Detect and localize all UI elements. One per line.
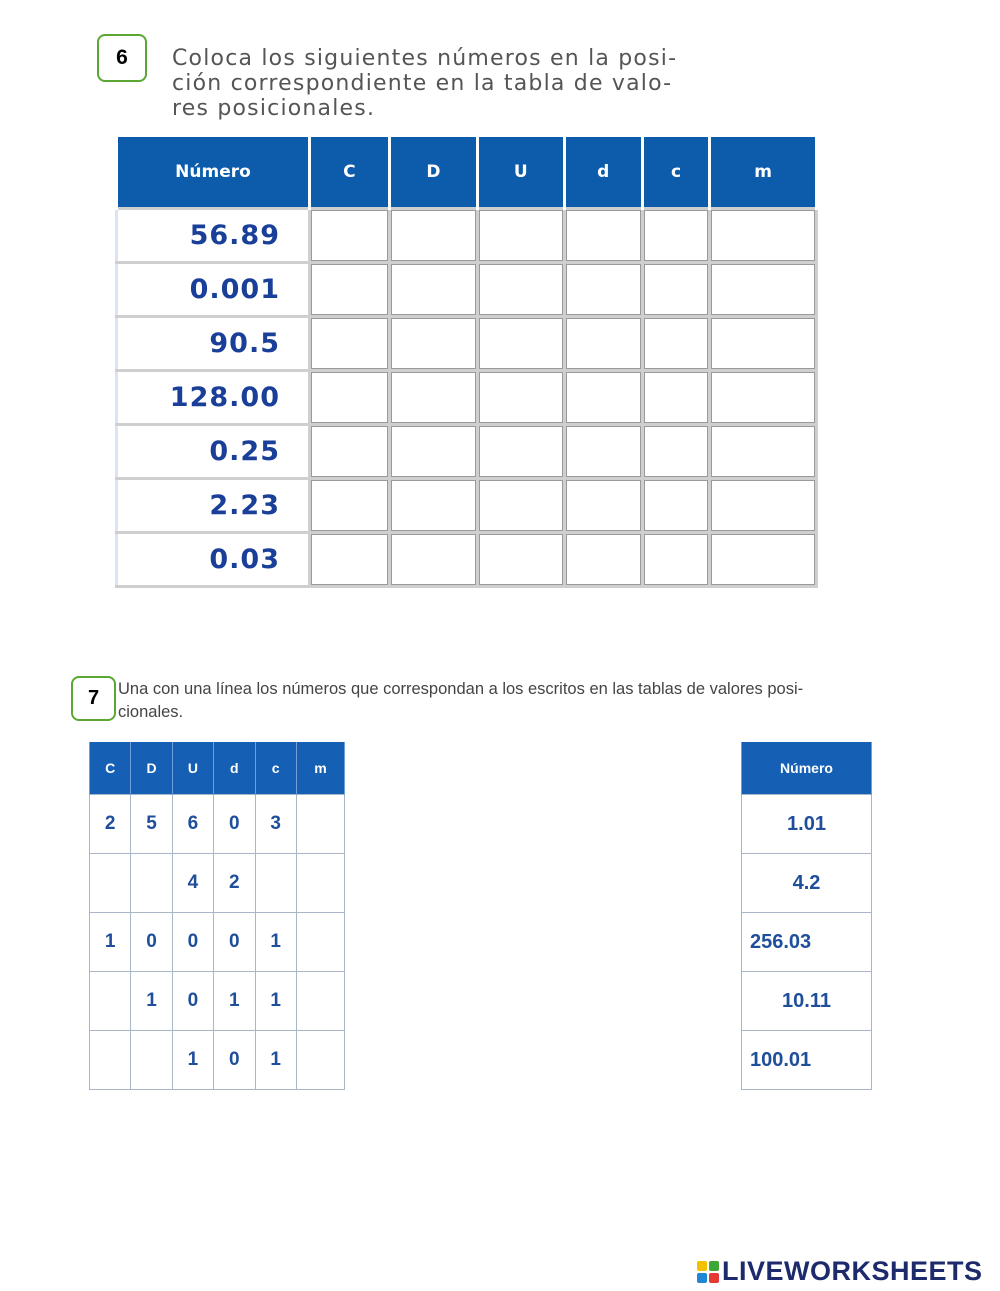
header-D: D — [389, 137, 477, 209]
answer-box[interactable] — [564, 209, 642, 263]
table-row — [90, 913, 345, 972]
digit-cell — [90, 1031, 131, 1090]
number-cell[interactable]: 1.01 — [742, 795, 872, 854]
answer-box[interactable] — [564, 533, 642, 587]
answer-box[interactable] — [710, 263, 817, 317]
answer-box[interactable] — [642, 263, 709, 317]
digit-cell: 0 — [214, 1031, 255, 1090]
answer-box[interactable] — [310, 533, 390, 587]
digit-cell: 2 — [90, 795, 131, 854]
answer-box[interactable] — [710, 209, 817, 263]
answer-box[interactable] — [310, 479, 390, 533]
logo-square-yellow — [697, 1261, 707, 1271]
header-m: m — [296, 742, 344, 795]
table-row — [742, 913, 872, 972]
answer-box[interactable] — [389, 479, 477, 533]
digit-cell: 1 — [172, 1031, 213, 1090]
number-cell: 0.03 — [117, 533, 310, 587]
header-C: C — [310, 137, 390, 209]
digit-cell — [131, 854, 172, 913]
digit-cell: 1 — [255, 972, 296, 1031]
answer-box[interactable] — [564, 263, 642, 317]
digit-cell — [90, 972, 131, 1031]
digit-cell: 3 — [255, 795, 296, 854]
exercise-7-badge — [71, 676, 116, 721]
digit-cell: 0 — [214, 795, 255, 854]
exercise-6-number: 6 — [116, 46, 128, 69]
header-U: U — [478, 137, 565, 209]
table-row — [90, 854, 345, 913]
table-row — [742, 972, 872, 1031]
digit-cell: 4 — [172, 854, 213, 913]
digit-cell — [296, 972, 344, 1031]
number-cell[interactable]: 10.11 — [742, 972, 872, 1031]
digit-cell — [296, 854, 344, 913]
answer-box[interactable] — [642, 371, 709, 425]
answer-box[interactable] — [478, 209, 565, 263]
number-cell[interactable]: 4.2 — [742, 854, 872, 913]
header-U: U — [172, 742, 213, 795]
answer-box[interactable] — [710, 371, 817, 425]
logo-square-blue — [697, 1273, 707, 1283]
answer-box[interactable] — [564, 371, 642, 425]
logo-mark-icon — [697, 1261, 719, 1283]
header-numero: Número — [117, 137, 310, 209]
digit-cell: 1 — [255, 1031, 296, 1090]
answer-box[interactable] — [564, 317, 642, 371]
number-cell: 0.001 — [117, 263, 310, 317]
answer-box[interactable] — [478, 425, 565, 479]
exercise-7-instruction: Una con una línea los números que correspondan a los escritos en las tablas de valores posi- cionales. — [118, 680, 804, 721]
answer-box[interactable] — [310, 371, 390, 425]
header-numero: Número — [742, 742, 872, 795]
digit-cell — [90, 854, 131, 913]
answer-box[interactable] — [642, 209, 709, 263]
header-D: D — [131, 742, 172, 795]
table-row — [117, 533, 817, 587]
table-row — [117, 371, 817, 425]
digit-cell — [296, 913, 344, 972]
answer-box[interactable] — [310, 263, 390, 317]
answer-box[interactable] — [642, 533, 709, 587]
logo-square-red — [709, 1273, 719, 1283]
digit-cell: 2 — [214, 854, 255, 913]
answer-box[interactable] — [642, 425, 709, 479]
answer-box[interactable] — [710, 317, 817, 371]
answer-box[interactable] — [389, 371, 477, 425]
number-cell[interactable]: 256.03 — [742, 913, 872, 972]
answer-box[interactable] — [642, 479, 709, 533]
header-c: c — [255, 742, 296, 795]
answer-box[interactable] — [310, 425, 390, 479]
answer-box[interactable] — [478, 371, 565, 425]
table-row — [117, 425, 817, 479]
answer-box[interactable] — [710, 479, 817, 533]
header-C: C — [90, 742, 131, 795]
digit-cell: 0 — [172, 972, 213, 1031]
number-table-7 — [741, 742, 872, 1090]
liveworksheets-logo — [697, 1256, 983, 1287]
answer-box[interactable] — [389, 263, 477, 317]
digit-cell — [131, 1031, 172, 1090]
number-cell: 0.25 — [117, 425, 310, 479]
answer-box[interactable] — [564, 479, 642, 533]
answer-box[interactable] — [564, 425, 642, 479]
number-cell: 90.5 — [117, 317, 310, 371]
table-row — [117, 263, 817, 317]
answer-box[interactable] — [710, 425, 817, 479]
digit-cell: 6 — [172, 795, 213, 854]
table-row — [90, 795, 345, 854]
answer-box[interactable] — [310, 209, 390, 263]
digit-cell: 5 — [131, 795, 172, 854]
logo-square-green — [709, 1261, 719, 1271]
answer-box[interactable] — [478, 479, 565, 533]
digit-cell: 1 — [214, 972, 255, 1031]
digit-cell — [296, 795, 344, 854]
number-cell: 128.00 — [117, 371, 310, 425]
digit-cell: 1 — [90, 913, 131, 972]
answer-box[interactable] — [389, 209, 477, 263]
answer-box[interactable] — [710, 533, 817, 587]
place-value-table-6 — [115, 137, 818, 588]
header-d: d — [214, 742, 255, 795]
digit-cell: 1 — [255, 913, 296, 972]
table-header-row — [742, 742, 872, 795]
table-header-row — [117, 137, 817, 209]
exercise-6-instruction: Coloca los siguientes números en la posi- ción correspondiente en la tabla de valo- res posicionales. — [172, 46, 678, 121]
table-row — [117, 479, 817, 533]
digit-cell: 0 — [214, 913, 255, 972]
digit-cell — [255, 854, 296, 913]
answer-box[interactable] — [389, 425, 477, 479]
answer-box[interactable] — [389, 533, 477, 587]
table-row — [742, 795, 872, 854]
answer-box[interactable] — [310, 317, 390, 371]
table-row — [90, 972, 345, 1031]
header-d: d — [564, 137, 642, 209]
place-value-table-7 — [89, 742, 345, 1090]
number-cell: 56.89 — [117, 209, 310, 263]
answer-box[interactable] — [642, 317, 709, 371]
answer-box[interactable] — [478, 317, 565, 371]
table-row — [117, 317, 817, 371]
answer-box[interactable] — [389, 317, 477, 371]
table-row — [742, 1031, 872, 1090]
logo-text: LIVEWORKSHEETS — [722, 1256, 983, 1286]
digit-cell: 1 — [131, 972, 172, 1031]
number-cell: 2.23 — [117, 479, 310, 533]
answer-box[interactable] — [478, 263, 565, 317]
table-row — [742, 854, 872, 913]
digit-cell: 0 — [131, 913, 172, 972]
digit-cell — [296, 1031, 344, 1090]
table-row — [117, 209, 817, 263]
exercise-6-badge — [97, 34, 147, 82]
digit-cell: 0 — [172, 913, 213, 972]
table-header-row — [90, 742, 345, 795]
number-cell[interactable]: 100.01 — [742, 1031, 872, 1090]
exercise-7-number: 7 — [87, 687, 100, 709]
header-m: m — [710, 137, 817, 209]
header-c: c — [642, 137, 709, 209]
answer-box[interactable] — [478, 533, 565, 587]
table-row — [90, 1031, 345, 1090]
